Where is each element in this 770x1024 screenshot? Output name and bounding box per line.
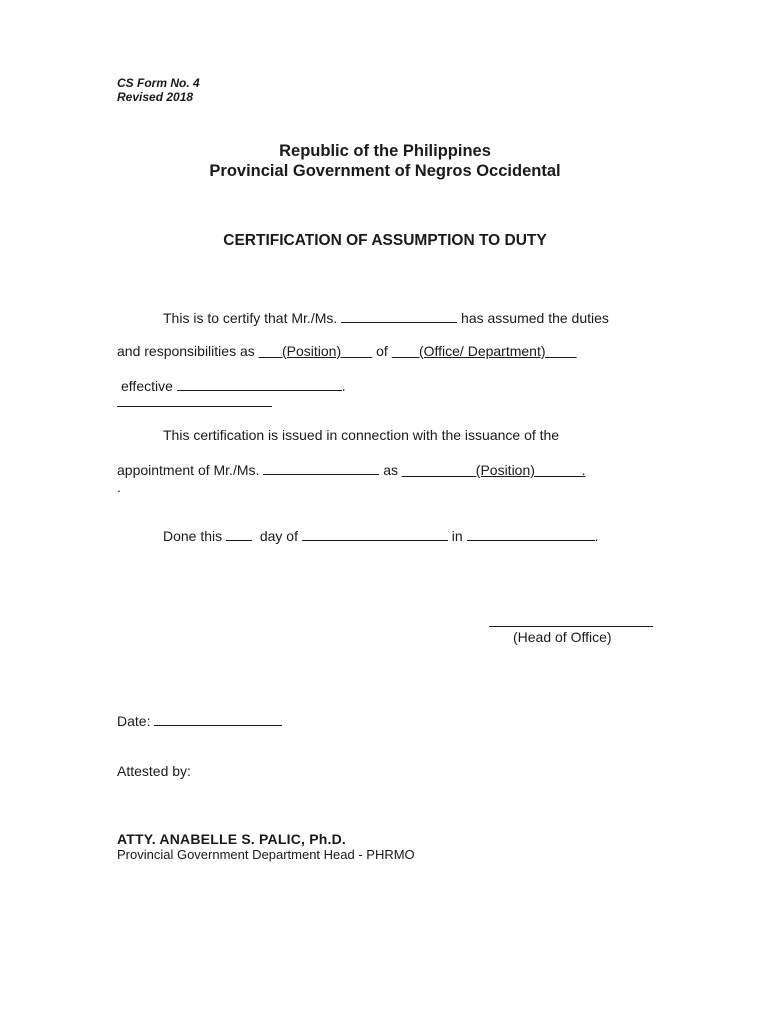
certify-suffix: has assumed the duties	[461, 310, 609, 326]
form-revision: Revised 2018	[117, 90, 194, 104]
appointment-prefix: appointment of Mr./Ms.	[117, 462, 260, 478]
attesting-officer-position: Provincial Government Department Head - PHRMO	[117, 847, 415, 862]
certify-line-3: effective .	[121, 378, 346, 394]
document-title: CERTIFICATION OF ASSUMPTION TO DUTY	[223, 232, 547, 249]
month-year-blank[interactable]	[302, 527, 448, 541]
certify-prefix: This is to certify that Mr./Ms.	[163, 310, 338, 326]
certify-line-2	[117, 343, 577, 359]
signature-line[interactable]	[489, 626, 653, 627]
of-label: of	[376, 343, 388, 359]
attested-by-label: Attested by:	[117, 763, 191, 779]
extra-blank-line	[117, 406, 272, 407]
attesting-officer-name: ATTY. ANABELLE S. PALIC, Ph.D.	[117, 831, 346, 847]
office-field[interactable]: (Office/ Department)	[418, 343, 546, 359]
form-number: CS Form No. 4	[117, 76, 200, 90]
day-blank[interactable]	[226, 527, 252, 541]
effective-date-blank[interactable]	[177, 377, 342, 391]
in-label: in	[451, 528, 463, 544]
effective-label: effective	[121, 378, 173, 394]
issuance-line-1: This certification is issued in connection with the issuance of the	[163, 427, 560, 443]
issuance-line-2	[117, 461, 586, 478]
done-prefix: Done this	[163, 528, 223, 544]
country-heading: Republic of the Philippines	[279, 142, 491, 160]
responsibilities-prefix: and responsibilities as	[117, 343, 255, 359]
stray-period: .	[117, 479, 121, 495]
agency-heading: Provincial Government of Negros Occidental	[209, 162, 561, 180]
done-line: Done this day of in .	[163, 528, 599, 544]
position-field[interactable]: (Position)	[281, 343, 342, 359]
date-line	[117, 712, 282, 729]
date-blank[interactable]	[154, 712, 282, 726]
date-label: Date:	[117, 713, 151, 729]
appointee-name-blank[interactable]	[263, 461, 379, 475]
appointment-position-field[interactable]: (Position) .	[475, 462, 586, 478]
as-label: as	[383, 462, 398, 478]
day-of-label: day of	[259, 528, 298, 544]
head-of-office-label: (Head of Office)	[513, 629, 612, 645]
certify-line-1	[163, 309, 609, 326]
place-blank[interactable]	[467, 527, 595, 541]
name-blank[interactable]	[341, 309, 457, 323]
